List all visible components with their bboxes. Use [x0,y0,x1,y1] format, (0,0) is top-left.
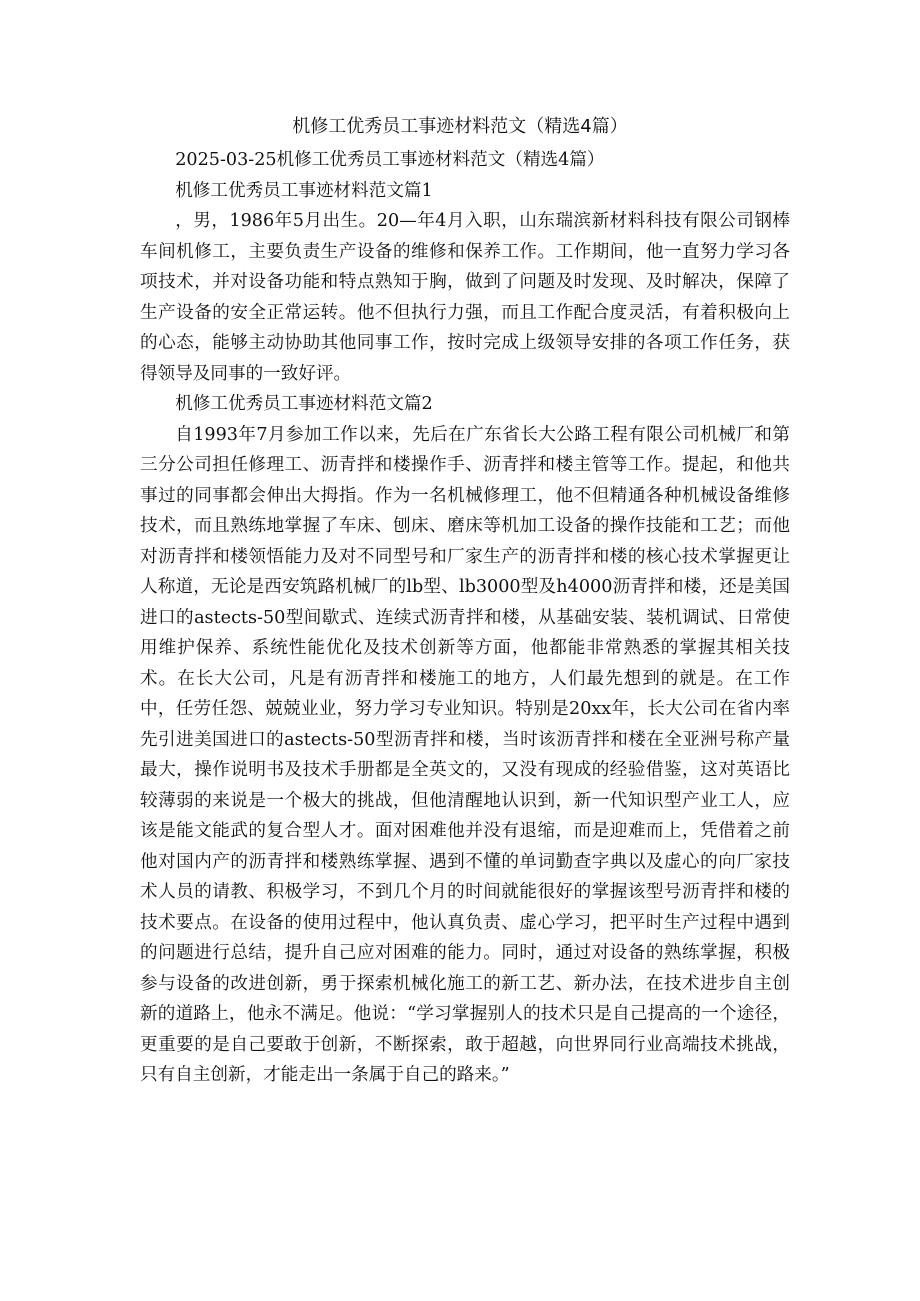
document-title: 机修工优秀员工事迹材料范文（精选4篇） [292,116,628,137]
section-heading-1: 机修工优秀员工事迹材料范文篇1 [175,180,433,201]
section-heading-2: 机修工优秀员工事迹材料范文篇2 [175,394,433,414]
date-line: 2025-03-25机修工优秀员工事迹材料范文（精选4篇） [175,150,605,170]
document-body [140,145,790,1091]
section-1-paragraph: ，男，1986年5月出生。20—年4月入职，山东瑞滨新材料科技有限公司钢棒车间机修工，主要负责生产设备的维修和保养工作。工作期间，他一直努力学习各项技术，并对设备功能和特点熟知于胸，做到了问题及时发现、及时解决，保障了生产设备的安全正常运转。他不但执行力强，而且工作配合度灵活，有着积极向上的心态，能够主动协助其他同事工作，按时完成上级领导安排的各项工作任务，获得领导及同事的一致好评。 [140,211,790,384]
section-2-paragraph: 自1993年7月参加工作以来，先后在广东省长大公路工程有限公司机械厂和第三分公司担任修理工、沥青拌和楼操作手、沥青拌和楼主管等工作。提起，和他共事过的同事都会伸出大拇指。作为一名机械修理工，他不但精通各种机械设备维修技术，而且熟练地掌握了车床、刨床、磨床等机加工设备的操作技能和工艺；而他对沥青拌和楼领悟能力及对不同型号和厂家生产的沥青拌和楼的核心技术掌握更让人称道，无论是西安筑路机械厂的lb型、lb3000型及h4000沥青拌和楼，还是美国进口的astects-50型间歇式、连续式沥青拌和楼，从基础安装、装机调试、日常使用维护保养、系统性能优化及技术创新等方面，他都能非常熟悉的掌握其相关技术。在长大公司，凡是有沥青拌和楼施工的地方，人们最先想到的就是。在工作中，任劳任怨、兢兢业业，努力学习专业知识。特别是20xx年，长大公司在省内率先引进美国进口的astects-50型沥青拌和楼，当时该沥青拌和楼在全亚洲号称产量最大，操作说明书及技术手册都是全英文的，又没有现成的经验借鉴，这对英语比较薄弱的来说是一个极大的挑战，但他清醒地认识到，新一代知识型产业工人，应该是能文能武的复合型人才。面对困难他并没有退缩，而是迎难而上，凭借着之前他对国内产的沥青拌和楼熟练掌握、遇到不懂的单词勤查字典以及虚心的向厂家技术人员的请教、积极学习，不到几个月的时间就能很好的掌握该型号沥青拌和楼的技术要点。在设备的使用过程中，他认真负责、虚心学习，把平时生产过程中遇到的问题进行总结，提升自己应对困难的能力。同时，通过对设备的熟练掌握，积极参与设备的改进创新，勇于探索机械化施工的新工艺、新办法，在技术进步自主创新的道路上，他永不满足。他说：“学习掌握别人的技术只是自己提高的一个途径，更重要的是自己要敢于创新，不断探索，敢于超越，向世界同行业高端技术挑战，只有自主创新，才能走出一条属于自己的路来。” [140,424,790,1085]
